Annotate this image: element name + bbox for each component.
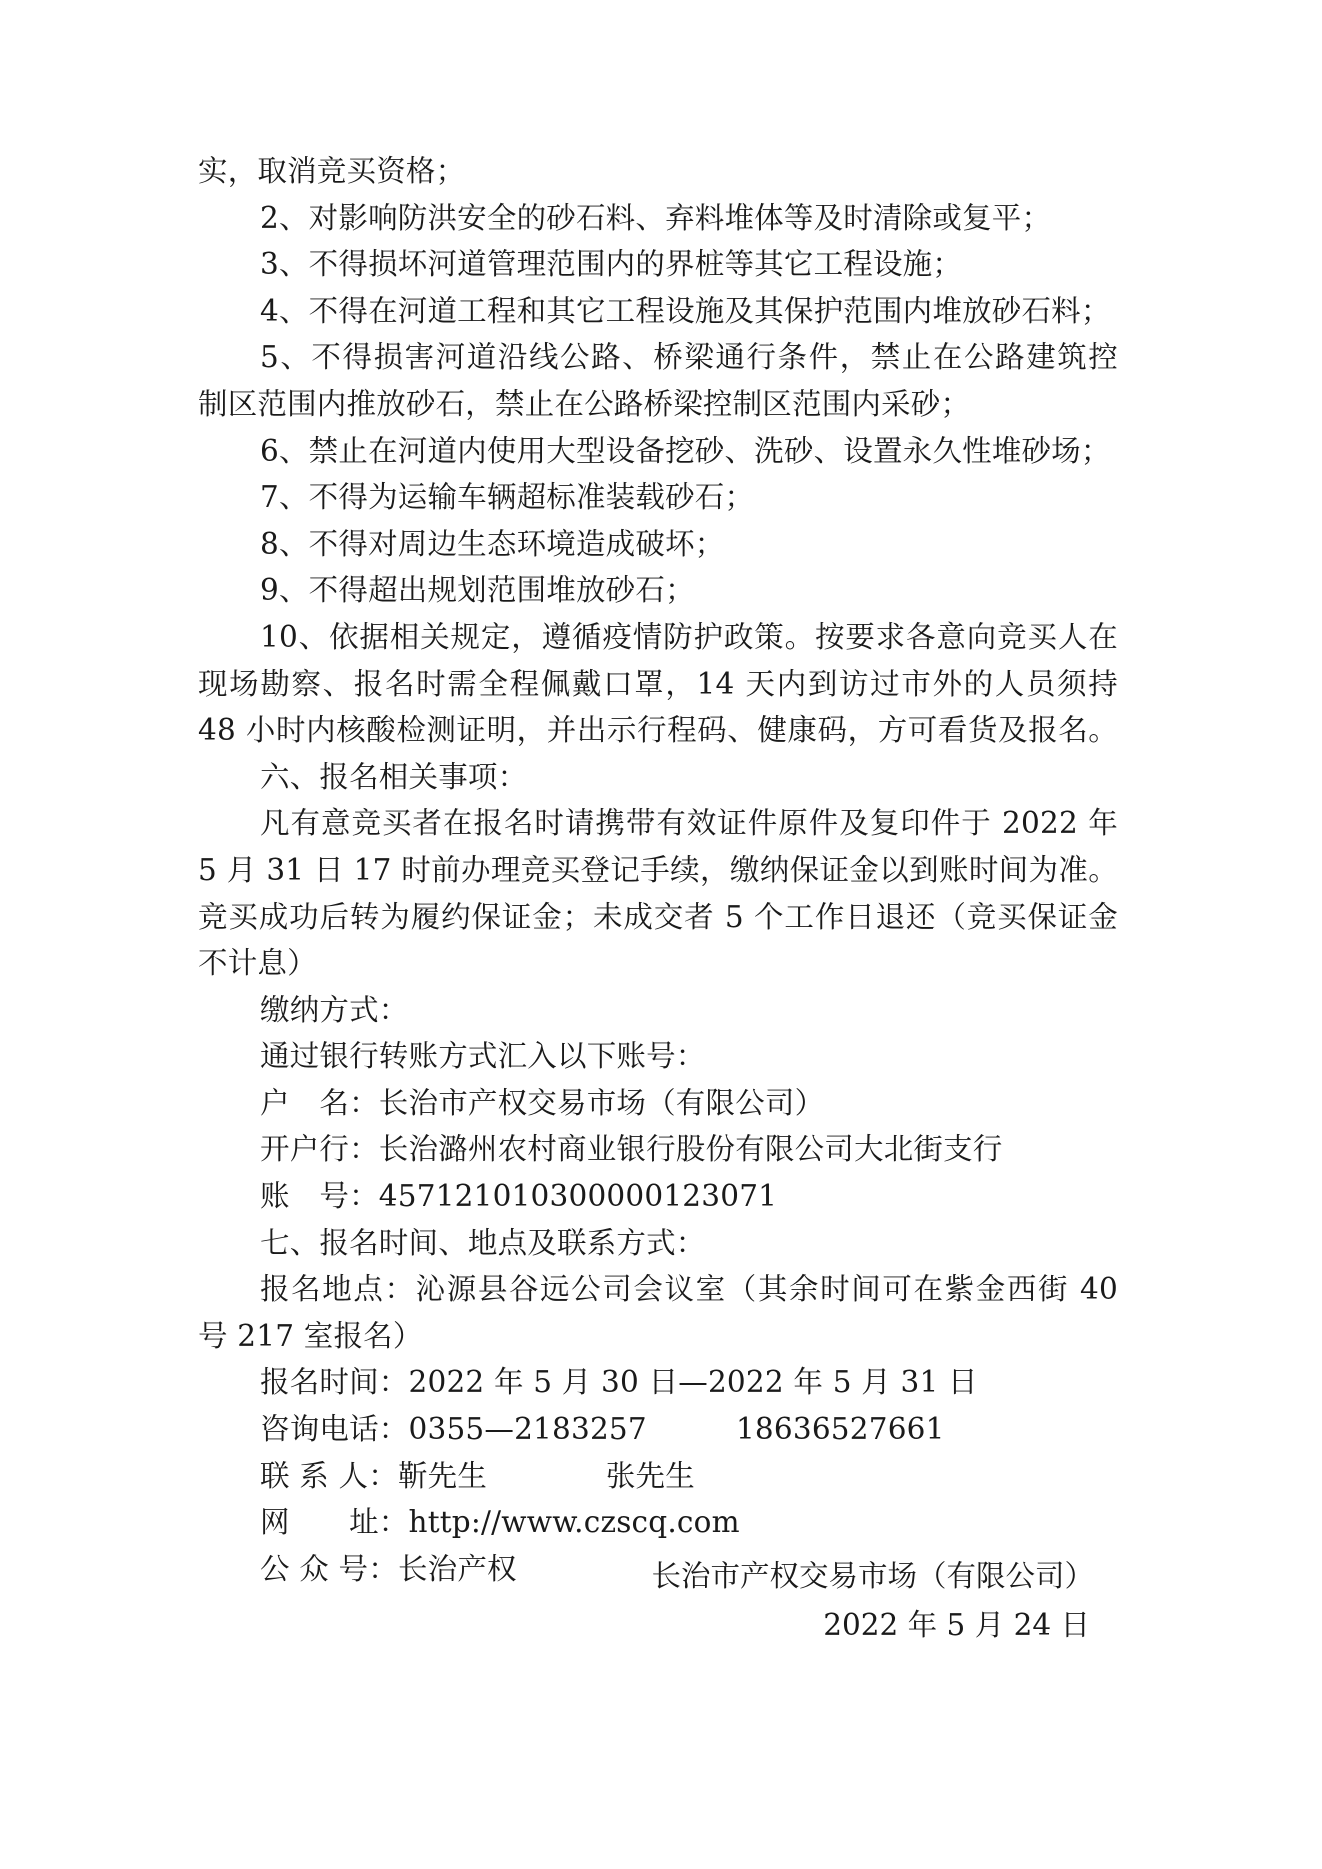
text-line: 5 月 31 日 17 时前办理竞买登记手续，缴纳保证金以到账时间为准。 xyxy=(198,852,1118,887)
text-line: 4、不得在河道工程和其它工程设施及其保护范围内堆放砂石料； xyxy=(260,293,1111,328)
text-line: 3、不得损坏河道管理范围内的界桩等其它工程设施； xyxy=(260,247,963,282)
text-line: 10、依据相关规定，遵循疫情防护政策。按要求各意向竞买人在 xyxy=(260,619,1118,654)
text-line: 不计息） xyxy=(198,946,317,981)
text-line: 凡有意竞买者在报名时请携带有效证件原件及复印件于 2022 年 xyxy=(260,806,1118,841)
text-line: 现场勘察、报名时需全程佩戴口罩，14 天内到访过市外的人员须持 xyxy=(198,666,1118,701)
section-heading: 六、报名相关事项： xyxy=(260,759,528,794)
text-line: 竞买成功后转为履约保证金；未成交者 5 个工作日退还（竞买保证金 xyxy=(198,899,1118,934)
text-line: 9、不得超出规划范围堆放砂石； xyxy=(260,573,695,608)
website-line: 网 址：http://www.czscq.com xyxy=(260,1505,740,1540)
text-line: 5、不得损害河道沿线公路、桥梁通行条件，禁止在公路建筑控 xyxy=(260,340,1118,375)
text-line: 48 小时内核酸检测证明，并出示行程码、健康码，方可看货及报名。 xyxy=(198,713,1118,748)
account-name-line: 户 名：长治市产权交易市场（有限公司） xyxy=(260,1085,825,1120)
text-line: 报名地点：沁源县谷远公司会议室（其余时间可在紫金西街 40 xyxy=(260,1272,1118,1307)
bank-line: 开户行：长治潞州农村商业银行股份有限公司大北街支行 xyxy=(260,1132,1003,1167)
text-line: 实，取消竞买资格； xyxy=(198,154,466,188)
document-body xyxy=(198,148,1118,1592)
text-line: 7、不得为运输车辆超标准装载砂石； xyxy=(260,480,755,515)
text-line: 缴纳方式： xyxy=(260,992,409,1027)
text-line: 通过银行转账方式汇入以下账号： xyxy=(260,1039,706,1074)
text-line: 号 217 室报名） xyxy=(198,1318,423,1353)
account-number-line: 账 号：457121010300000123071 xyxy=(260,1179,778,1214)
contact-line: 联 系 人：靳先生 张先生 xyxy=(260,1458,695,1493)
signature-organization: 长治市产权交易市场（有限公司） xyxy=(651,1559,1094,1593)
phone-line: 咨询电话：0355—2183257 18636527661 xyxy=(260,1412,945,1447)
registration-time-line: 报名时间：2022 年 5 月 30 日—2022 年 5 月 31 日 xyxy=(260,1365,978,1400)
text-line: 2、对影响防洪安全的砂石料、弃料堆体等及时清除或复平； xyxy=(260,200,1052,235)
text-line: 6、禁止在河道内使用大型设备挖砂、洗砂、设置永久性堆砂场； xyxy=(260,433,1111,468)
signature-date: 2022 年 5 月 24 日 xyxy=(823,1608,1090,1642)
text-line: 制区范围内推放砂石，禁止在公路桥梁控制区范围内采砂； xyxy=(198,386,971,421)
text-line: 8、不得对周边生态环境造成破坏； xyxy=(260,526,725,561)
section-heading: 七、报名时间、地点及联系方式： xyxy=(260,1225,706,1260)
official-account-line: 公 众 号：长治产权 xyxy=(260,1551,517,1586)
